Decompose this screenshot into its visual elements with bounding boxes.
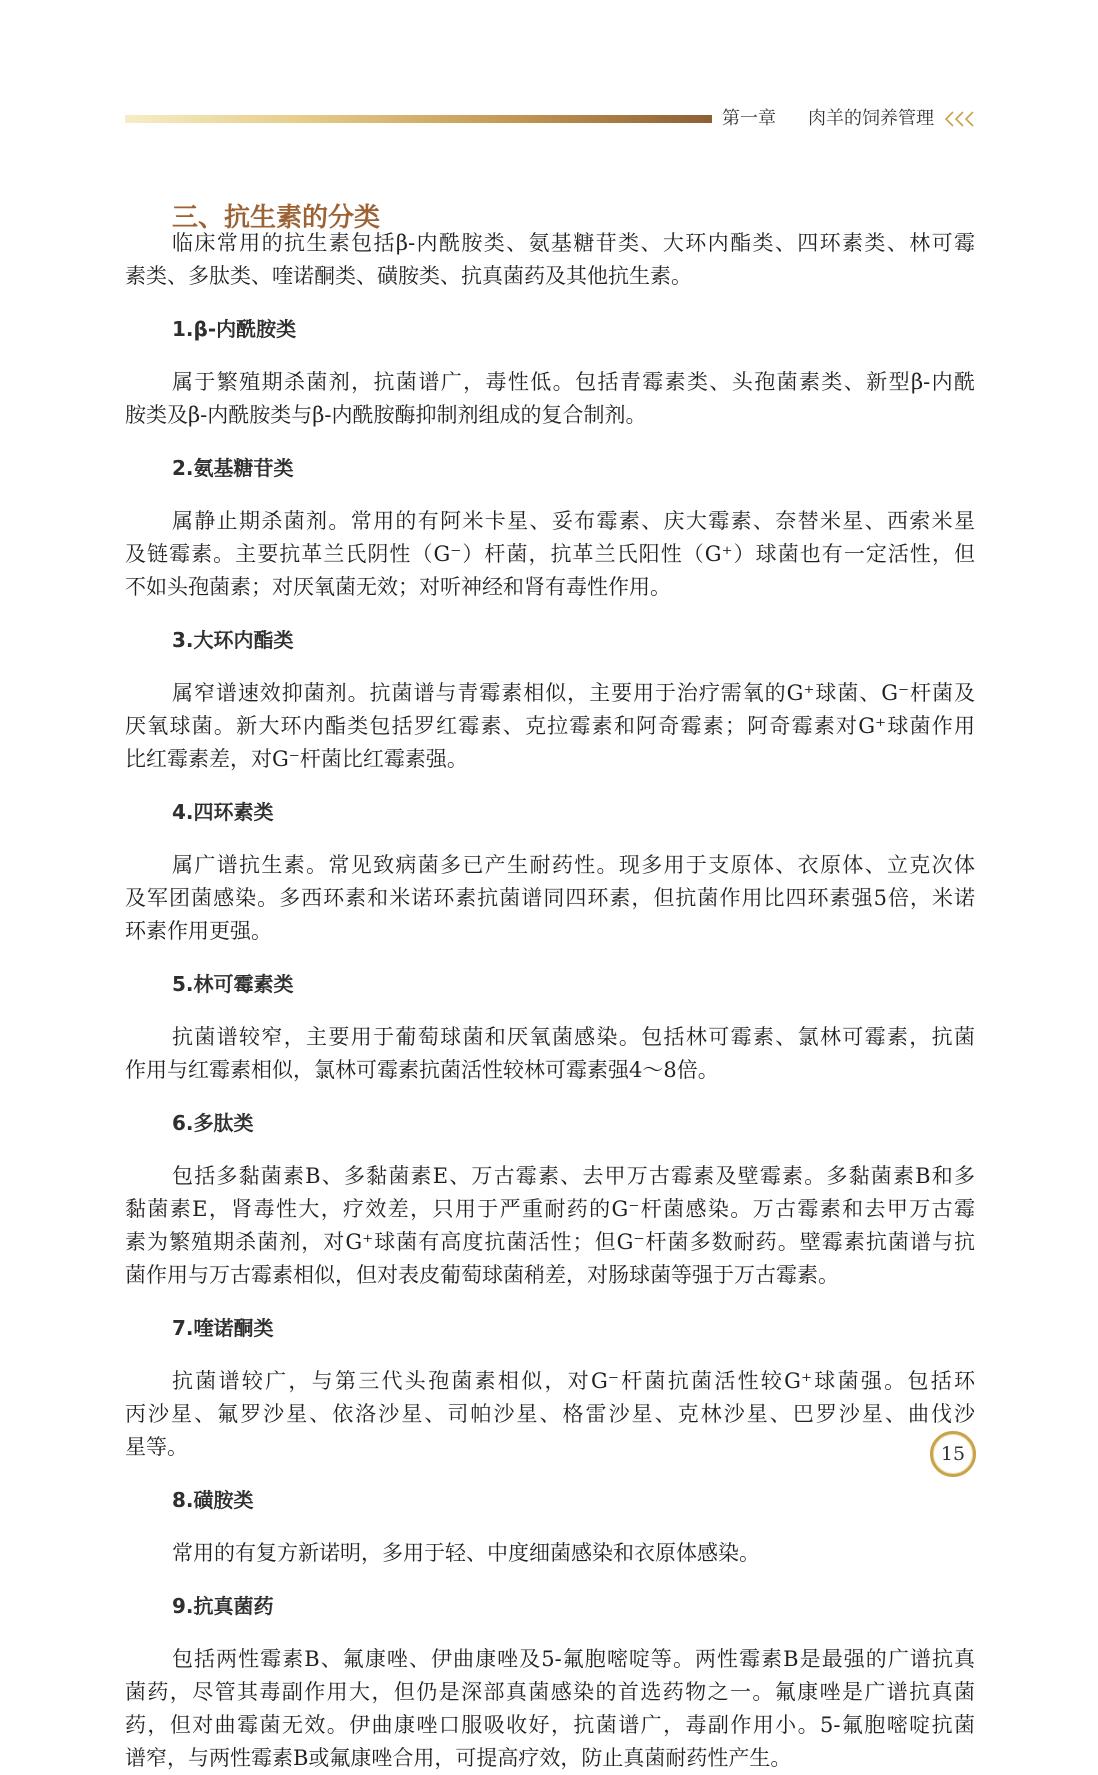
paragraph-line: 常用的有复方新诺明，多用于轻、中度细菌感染和衣原体感染。: [172, 1540, 760, 1565]
subsection-heading-beta-lactams: 1.β-内酰胺类: [172, 316, 297, 341]
subsection-heading-lincomycins: 5.林可霉素类: [172, 971, 294, 996]
subsection-heading-quinolones: 7.喹诺酮类: [172, 1315, 274, 1340]
header-gradient-rule: [125, 115, 712, 123]
paragraph-line: 菌药，尽管其毒副作用大，但仍是深部真菌感染的首选药物之一。氟康唑是广谱抗真菌: [125, 1679, 975, 1704]
paragraph-line: 星等。: [125, 1434, 188, 1459]
paragraph-line: 环素作用更强。: [125, 918, 272, 943]
paragraph-antifungals: [125, 1643, 975, 1775]
paragraph-line: 包括多黏菌素B、多黏菌素E、万古霉素、去甲万古霉素及壁霉素。多黏菌素B和多: [172, 1163, 975, 1188]
paragraph-line: 包括两性霉素B、氟康唑、伊曲康唑及5-氟胞嘧啶等。两性霉素B是最强的广谱抗真: [172, 1646, 975, 1671]
paragraph-line: 不如头孢菌素；对厌氧菌无效；对听神经和肾有毒性作用。: [125, 574, 671, 599]
paragraph-line: 素类、多肽类、喹诺酮类、磺胺类、抗真菌药及其他抗生素。: [125, 263, 692, 288]
header-chapter-title: 肉羊的饲养管理: [808, 108, 934, 129]
paragraph-line: 属于繁殖期杀菌剂，抗菌谱广，毒性低。包括青霉素类、头孢菌素类、新型β-内酰: [172, 369, 975, 394]
paragraph-line: 药，但对曲霉菌无效。伊曲康唑口服吸收好，抗菌谱广，毒副作用小。5-氟胞嘧啶抗菌: [125, 1712, 975, 1737]
paragraph-line: 抗菌谱较窄，主要用于葡萄球菌和厌氧菌感染。包括林可霉素、氯林可霉素，抗菌: [172, 1024, 975, 1049]
header-chapter-number: 第一章: [722, 108, 776, 129]
paragraph-line: 谱窄，与两性霉素B或氟康唑合用，可提高疗效，防止真菌耐药性产生。: [125, 1745, 792, 1770]
paragraph-line: 黏菌素E，肾毒性大，疗效差，只用于严重耐药的G⁻杆菌感染。万古霉素和去甲万古霉: [125, 1196, 975, 1221]
subsection-heading-antifungals: 9.抗真菌药: [172, 1593, 274, 1618]
paragraph-quinolones: [125, 1365, 975, 1464]
subsection-heading-aminoglycosides: 2.氨基糖苷类: [172, 455, 294, 480]
paragraph-lincomycins: [125, 1021, 975, 1087]
page-number: 15: [930, 1431, 976, 1477]
paragraph-line: 及链霉素。主要抗革兰氏阴性（G⁻）杆菌，抗革兰氏阳性（G⁺）球菌也有一定活性，但: [125, 541, 975, 566]
paragraph-line: 属窄谱速效抑菌剂。抗菌谱与青霉素相似，主要用于治疗需氧的G⁺球菌、G⁻杆菌及: [172, 680, 975, 705]
paragraph-line: 厌氧球菌。新大环内酯类包括罗红霉素、克拉霉素和阿奇霉素；阿奇霉素对G⁺球菌作用: [125, 713, 975, 738]
paragraph-line: 素为繁殖期杀菌剂，对G⁺球菌有高度抗菌活性；但G⁻杆菌多数耐药。壁霉素抗菌谱与抗: [125, 1229, 975, 1254]
section-title: 三、抗生素的分类: [172, 202, 381, 233]
paragraph-line: 及军团菌感染。多西环素和米诺环素抗菌谱同四环素，但抗菌作用比四环素强5倍，米诺: [125, 885, 975, 910]
subsection-heading-sulfonamides: 8.磺胺类: [172, 1487, 254, 1512]
paragraph-line: 作用与红霉素相似，氯林可霉素抗菌活性较林可霉素强4～8倍。: [125, 1057, 719, 1082]
paragraph-line: 抗菌谱较广，与第三代头孢菌素相似，对G⁻杆菌抗菌活性较G⁺球菌强。包括环: [172, 1368, 975, 1393]
paragraph-line: 丙沙星、氟罗沙星、依洛沙星、司帕沙星、格雷沙星、克林沙星、巴罗沙星、曲伐沙: [125, 1401, 975, 1426]
paragraph-line: 菌作用与万古霉素相似，但对表皮葡萄球菌稍差，对肠球菌等强于万古霉素。: [125, 1262, 839, 1287]
paragraph-tetracyclines: [125, 849, 975, 948]
triple-chevron-left-icon: [944, 111, 977, 127]
page-body: [125, 227, 975, 1775]
paragraph-polypeptides: [125, 1160, 975, 1292]
paragraph-aminoglycosides: [125, 505, 975, 604]
paragraph-line: 属静止期杀菌剂。常用的有阿米卡星、妥布霉素、庆大霉素、奈替米星、西索米星: [172, 508, 975, 533]
subsection-heading-polypeptides: 6.多肽类: [172, 1110, 254, 1135]
paragraph-macrolides: [125, 677, 975, 776]
paragraph-beta-lactams: [125, 366, 975, 432]
paragraph-line: 比红霉素差，对G⁻杆菌比红霉素强。: [125, 746, 468, 771]
paragraph-sulfonamides: [125, 1537, 975, 1570]
paragraph-intro: [125, 227, 975, 293]
paragraph-line: 属广谱抗生素。常见致病菌多已产生耐药性。现多用于支原体、衣原体、立克次体: [172, 852, 975, 877]
paragraph-line: 临床常用的抗生素包括β-内酰胺类、氨基糖苷类、大环内酯类、四环素类、林可霉: [172, 230, 975, 255]
paragraph-line: 胺类及β-内酰胺类与β-内酰胺酶抑制剂组成的复合制剂。: [125, 402, 647, 427]
subsection-heading-tetracyclines: 4.四环素类: [172, 799, 274, 824]
subsection-heading-macrolides: 3.大环内酯类: [172, 627, 294, 652]
